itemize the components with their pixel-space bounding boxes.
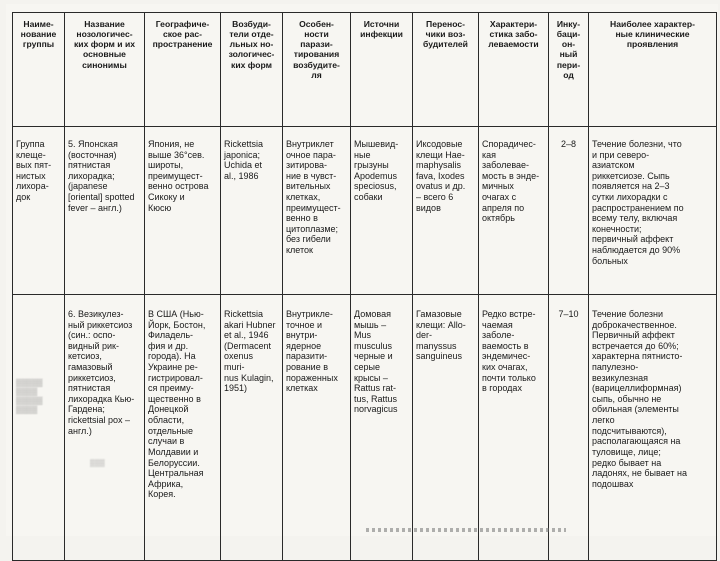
table-row: [13, 295, 717, 561]
table-row: [13, 127, 717, 295]
cell-geo: В США (Нью- Йорк, Бостон, Филадель- фия и др. города). На Украине ре- гистрировал- ся преиму- щественно в Донецкой области, отдельные случаи в Молдавии и Белоруссии. Центральная Африка, Корея.: [145, 295, 221, 561]
cell-name: 6. Везикулез- ный риккетсиоз (син.: оспо- видный рик- кетсиоз, гамазовый риккетсиоз, пятнистая лихорадка Кью- Гардена; rickettsial pox – англ.) ▒▒▒: [65, 295, 145, 561]
cell-geo: Япония, не выше 36°сев. широты, преимущест- венно острова Сикоку и Кюсю: [145, 127, 221, 295]
cell-name: 5. Японская (восточная) пятнистая лихорадка; (japanese [oriental] spotted fever – англ.): [65, 127, 145, 295]
cell-parasitism: Внутрикле- точное и внутри- ядерное паразити- рование в пораженных клетках: [283, 295, 351, 561]
document-page: [6, 4, 718, 536]
header-clinical: Наиболее характер- ные клинические проявления: [589, 13, 717, 127]
header-parasitism: Особен- ности парази- тирования возбудите- ля: [283, 13, 351, 127]
cell-clinical: Течение болезни, что и при северо- азиатском риккетсиозе. Сыпь появляется на 2–3 сутки лихорадки с распространением по всему телу, включая конечности; первичный аффект наблюдается до 90% больных: [589, 127, 717, 295]
header-morbidity: Характери- стика забо- леваемости: [479, 13, 549, 127]
rickettsioses-table: [12, 12, 717, 561]
header-nosological-forms: Название нозологичес- ких форм и их основные синонимы: [65, 13, 145, 127]
header-agents: Возбуди- тели отде- льных но- зологичес- ких форм: [221, 13, 283, 127]
smudged-mark: ▒▒▒: [90, 460, 105, 468]
cell-source: Мышевид- ные грызуны Apodemus speciosus, собаки: [351, 127, 413, 295]
cell-clinical: Течение болезни доброкачественное. Первичный аффект встречается до 60%; характерна пятнисто- папулезно- везикулезная (варицеллиформная) сыпь, обычно не обильная (элементы легко подсчитываются), располагающаяся на туловище, лице; редко бывает на ладонях, не бывает на подошвах: [589, 295, 717, 561]
cell-incubation: 2–8: [549, 127, 589, 295]
cell-group: [13, 295, 65, 561]
cell-morbidity: Редко встре- чаемая заболе- ваемость в эндемичес- ких очагах, почти только в городах: [479, 295, 549, 561]
header-incubation: Инку- баци- он- ный пери- од: [549, 13, 589, 127]
smudged-marginalia: ▒▒▒▒▒ ▒▒▒▒ ▒▒▒▒▒ ▒▒▒▒: [16, 378, 43, 414]
cell-agent: Rickettsia akari Hubner et al., 1946 (Dermacent oxenus muri- nus Kulagin, 1951): [221, 295, 283, 561]
cell-source: Домовая мышь – Mus musculus черные и серые крысы – Rattus rat- tus, Rattus norvagicus: [351, 295, 413, 561]
cell-group: Группа клещe- вых пят- нистых лихора- док: [13, 127, 65, 295]
header-vectors: Перенос- чики воз- будителей: [413, 13, 479, 127]
cell-incubation: 7–10: [549, 295, 589, 561]
header-infection-source: Источни инфекции: [351, 13, 413, 127]
table-header-row: [13, 13, 717, 127]
cell-vector: Гамазовые клещи: Allo- der- manyssus sanguineus: [413, 295, 479, 561]
cell-agent: Rickettsia japonica; Uchida et al., 1986: [221, 127, 283, 295]
scan-artifact: [366, 528, 566, 532]
cell-morbidity: Спорадичес- кая заболевае- мость в энде- мичных очагах с апреля по октябрь: [479, 127, 549, 295]
cell-vector: Иксодовые клещи Hae- maphysalis fava, Ixodes ovatus и др. – всего 6 видов: [413, 127, 479, 295]
cell-parasitism: Внутриклет очное пара- зитирова- ние в чувст- вительных клетках, преимущест- венно в цитоплазме; без гибели клеток: [283, 127, 351, 295]
header-geography: Географиче- ское рас- пространение: [145, 13, 221, 127]
header-group-name: Наиме- нование группы: [13, 13, 65, 127]
